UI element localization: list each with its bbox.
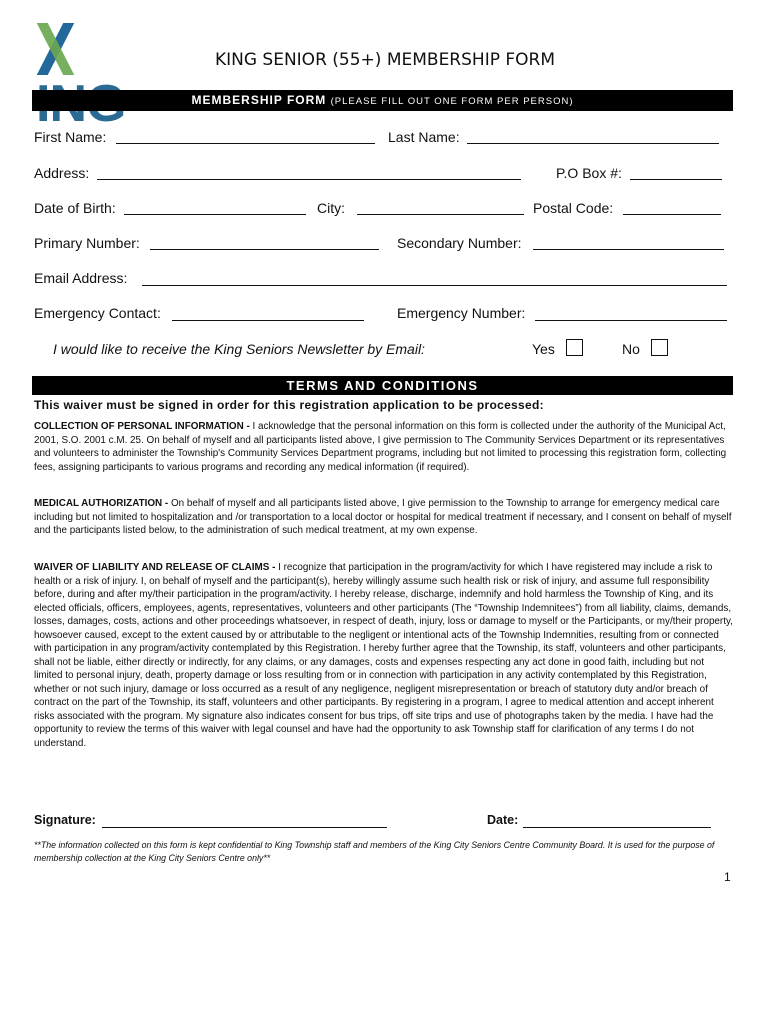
emergency-number-field[interactable] [535,320,727,321]
newsletter-no-checkbox[interactable] [651,339,668,356]
signature-field[interactable] [102,827,387,828]
secondary-number-label: Secondary Number: [397,235,522,251]
postal-code-field[interactable] [623,214,721,215]
collection-title: COLLECTION OF PERSONAL INFORMATION - [34,421,250,432]
emergency-number-label: Emergency Number: [397,305,526,321]
signature-label: Signature: [34,813,96,827]
emergency-contact-label: Emergency Contact: [34,305,161,321]
address-field[interactable] [97,179,521,180]
newsletter-yes-checkbox[interactable] [566,339,583,356]
city-label: City: [317,200,345,216]
email-label: Email Address: [34,270,128,286]
medical-title: MEDICAL AUTHORIZATION - [34,498,169,509]
waiver-title: WAIVER OF LIABILITY AND RELEASE OF CLAIMS - [34,562,276,573]
membership-form-bar [32,90,733,111]
city-field[interactable] [357,214,524,215]
collection-text: I acknowledge that the personal information on this form is collected under the authority of the Municipal Act, 2001, S.O. 2001 c.M. 25. On behalf of myself and all participants listed above, I give permission to The Community Services Department or its representatives and volunteers to administer the Township's Community Services Department programs, including but not limited to processing this registration form, collecting fees, assigning participants to various programs and recording any medical information (if required). [34,421,727,473]
secondary-number-field[interactable] [533,249,724,250]
email-field[interactable] [142,285,727,286]
date-field[interactable] [523,827,711,828]
terms-and-conditions-bar: TERMS AND CONDITIONS [32,376,733,395]
newsletter-question: I would like to receive the King Seniors Newsletter by Email: [53,341,425,357]
newsletter-no-label: No [622,341,640,357]
medical-text: On behalf of myself and all participants listed above, I give permission to the Township to arrange for emergency medical care including but not limited to hospitalization and /or transportation to a local doctor or hospital for medical treatment if necessary, and I consent on behalf of myself and the participants listed below, to the administration of such medical treatment, at my own expense. [34,498,732,536]
primary-number-label: Primary Number: [34,235,140,251]
newsletter-yes-label: Yes [532,341,555,357]
page-number: 1 [724,870,731,884]
last-name-field[interactable] [467,143,719,144]
membership-form-subheading: (PLEASE FILL OUT ONE FORM PER PERSON) [330,96,574,107]
waiver-text: I recognize that participation in the program/activity for which I have registered may include a risk to health or a risk of injury. I, on behalf of myself and the participant(s), hereby willingly assume such health risk or risk of injury, and assume full responsibility before, during and after my/their participation in the program/activity. I hereby release, discharge, indemnify and hold harmless the Township of King, and its elected officials, officers, employees, agents, representatives, volunteers and other participants (The “Township Indemnitees”) from all liability, claims, demands, losses, damages, costs, actions and other proceedings whatsoever, in respect of death, injury, loss or damage to myself or the Participants, or my/their property, howsoever caused, except to the extent caused by or attributable to the negligent or intentional acts of the Township Indemnities, resulting from or connected with participation in any program/activity contemplated by this Registration. I hereby further agree that the Township, its staff, volunteers and other participants, shall not be liable, either directly or indirectly, for any claims, or any damages, costs and expenses respecting any act done in good faith, including but not limited to personal injury, death, property damage or loss resulting from or in connection with participation in any activity contemplated by this Registration, whether or not such injury, damage or loss occurred as a result of any negligence, negligent misrepresentation or breach of statutory duty and/or breach of contract on the part of the Township, its staff, volunteers and other participants. By registering in a program, I agree to medical attention and accept inherent risks associated with the program. My signature also indicates consent for bus trips, off site trips and use of photographs taken by the media. I have had the opportunity to review the terms of this waiver with legal counsel and have had the opportunity to ask Township staff for clarification of any terms I do not understand. [34,562,733,749]
confidentiality-note: **The information collected on this form is kept confidential to King Township staff and members of the King City Seniors Centre Community Board. It is used for the purpose of membership collection at the King City Seniors Centre only** [34,840,715,863]
waiver-required-note: This waiver must be signed in order for this registration application to be processed: [34,398,544,412]
form-title: KING SENIOR (55+) MEMBERSHIP FORM [214,50,556,70]
po-box-field[interactable] [630,179,722,180]
date-label: Date: [487,813,519,827]
first-name-label: First Name: [34,129,107,145]
date-of-birth-field[interactable] [124,214,306,215]
date-of-birth-label: Date of Birth: [34,200,116,216]
postal-code-label: Postal Code: [533,200,614,216]
primary-number-field[interactable] [150,249,379,250]
last-name-label: Last Name: [388,129,460,145]
emergency-contact-field[interactable] [172,320,364,321]
first-name-field[interactable] [116,143,375,144]
medical-authorization [34,497,734,538]
waiver-of-liability [34,561,734,750]
collection-of-personal-information [34,420,734,474]
membership-form-heading: MEMBERSHIP FORM [191,93,327,107]
po-box-label: P.O Box #: [556,165,622,181]
address-label: Address: [34,165,90,181]
